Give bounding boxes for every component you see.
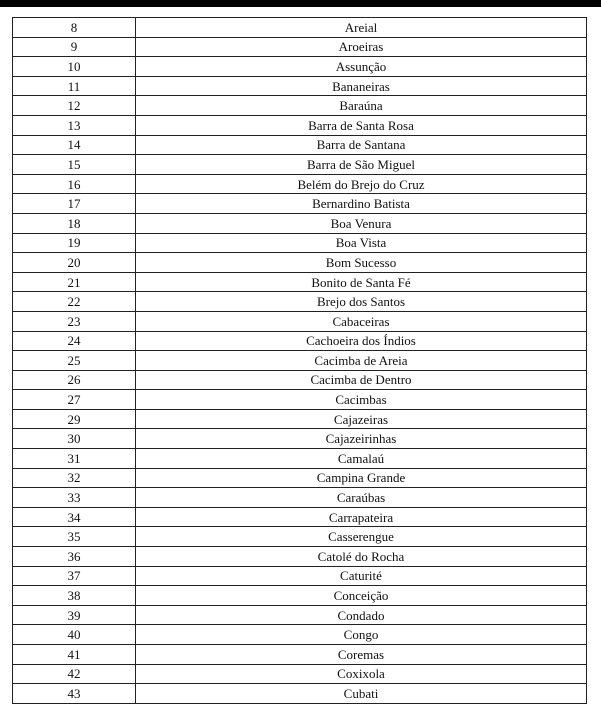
- municipality-name-cell: Casserengue: [136, 527, 587, 547]
- row-number-cell: 21: [13, 272, 136, 292]
- municipality-name-cell: Catolé do Rocha: [136, 547, 587, 567]
- municipality-name-cell: Brejo dos Santos: [136, 292, 587, 312]
- row-number-cell: 14: [13, 135, 136, 155]
- row-number-cell: 11: [13, 76, 136, 96]
- municipality-name-cell: Barra de São Miguel: [136, 155, 587, 175]
- table-row: [13, 272, 587, 292]
- row-number-cell: 18: [13, 213, 136, 233]
- row-number-cell: 41: [13, 645, 136, 665]
- row-number-cell: 42: [13, 664, 136, 684]
- table-row: [13, 292, 587, 312]
- municipality-name-cell: Caraúbas: [136, 488, 587, 508]
- municipality-name-cell: Areial: [136, 18, 587, 38]
- row-number-cell: 23: [13, 311, 136, 331]
- municipality-name-cell: Bonito de Santa Fé: [136, 272, 587, 292]
- municipality-name-cell: Bom Sucesso: [136, 253, 587, 273]
- row-number-cell: 27: [13, 390, 136, 410]
- table-row: [13, 76, 587, 96]
- table-row: [13, 409, 587, 429]
- table-row: [13, 547, 587, 567]
- table-row: [13, 664, 587, 684]
- row-number-cell: 13: [13, 115, 136, 135]
- municipality-name-cell: Caturité: [136, 566, 587, 586]
- municipality-name-cell: Boa Venura: [136, 213, 587, 233]
- row-number-cell: 39: [13, 605, 136, 625]
- table-row: [13, 331, 587, 351]
- row-number-cell: 12: [13, 96, 136, 116]
- table-row: [13, 174, 587, 194]
- table-row: [13, 233, 587, 253]
- row-number-cell: 17: [13, 194, 136, 214]
- table-row: [13, 586, 587, 606]
- row-number-cell: 24: [13, 331, 136, 351]
- table-row: [13, 37, 587, 57]
- municipality-name-cell: Congo: [136, 625, 587, 645]
- row-number-cell: 30: [13, 429, 136, 449]
- row-number-cell: 16: [13, 174, 136, 194]
- table-row: [13, 429, 587, 449]
- table-row: [13, 155, 587, 175]
- table-row: [13, 115, 587, 135]
- row-number-cell: 38: [13, 586, 136, 606]
- municipality-name-cell: Cacimba de Dentro: [136, 370, 587, 390]
- table-body: [13, 18, 587, 704]
- table-row: [13, 449, 587, 469]
- municipality-name-cell: Belém do Brejo do Cruz: [136, 174, 587, 194]
- municipality-name-cell: Carrapateira: [136, 507, 587, 527]
- table-row: [13, 645, 587, 665]
- municipality-name-cell: Cacimbas: [136, 390, 587, 410]
- row-number-cell: 22: [13, 292, 136, 312]
- table-row: [13, 605, 587, 625]
- row-number-cell: 8: [13, 18, 136, 38]
- municipality-name-cell: Cachoeira dos Índios: [136, 331, 587, 351]
- municipality-name-cell: Baraúna: [136, 96, 587, 116]
- row-number-cell: 35: [13, 527, 136, 547]
- municipality-table: [12, 17, 587, 704]
- table-row: [13, 96, 587, 116]
- municipality-name-cell: Coremas: [136, 645, 587, 665]
- municipality-name-cell: Aroeiras: [136, 37, 587, 57]
- row-number-cell: 31: [13, 449, 136, 469]
- row-number-cell: 9: [13, 37, 136, 57]
- row-number-cell: 34: [13, 507, 136, 527]
- row-number-cell: 26: [13, 370, 136, 390]
- municipality-name-cell: Cacimba de Areia: [136, 351, 587, 371]
- municipality-name-cell: Bernardino Batista: [136, 194, 587, 214]
- table-row: [13, 194, 587, 214]
- table-row: [13, 488, 587, 508]
- table-row: [13, 527, 587, 547]
- municipality-name-cell: Cajazeirinhas: [136, 429, 587, 449]
- table-row: [13, 351, 587, 371]
- row-number-cell: 25: [13, 351, 136, 371]
- municipality-name-cell: Coxixola: [136, 664, 587, 684]
- table-row: [13, 213, 587, 233]
- table-row: [13, 507, 587, 527]
- municipality-name-cell: Cabaceiras: [136, 311, 587, 331]
- table-row: [13, 468, 587, 488]
- table-row: [13, 18, 587, 38]
- row-number-cell: 37: [13, 566, 136, 586]
- table-row: [13, 566, 587, 586]
- row-number-cell: 10: [13, 57, 136, 77]
- municipality-name-cell: Cubati: [136, 684, 587, 704]
- row-number-cell: 29: [13, 409, 136, 429]
- municipality-name-cell: Barra de Santana: [136, 135, 587, 155]
- row-number-cell: 32: [13, 468, 136, 488]
- municipality-name-cell: Camalaú: [136, 449, 587, 469]
- table-row: [13, 390, 587, 410]
- row-number-cell: 40: [13, 625, 136, 645]
- municipality-name-cell: Bananeiras: [136, 76, 587, 96]
- table-row: [13, 370, 587, 390]
- row-number-cell: 15: [13, 155, 136, 175]
- row-number-cell: 33: [13, 488, 136, 508]
- top-border-bar: [0, 0, 601, 7]
- table-row: [13, 684, 587, 704]
- table-row: [13, 625, 587, 645]
- row-number-cell: 20: [13, 253, 136, 273]
- municipality-name-cell: Barra de Santa Rosa: [136, 115, 587, 135]
- municipality-name-cell: Campina Grande: [136, 468, 587, 488]
- municipality-name-cell: Condado: [136, 605, 587, 625]
- table-row: [13, 253, 587, 273]
- municipality-name-cell: Assunção: [136, 57, 587, 77]
- row-number-cell: 43: [13, 684, 136, 704]
- table-row: [13, 311, 587, 331]
- table-row: [13, 57, 587, 77]
- table-row: [13, 135, 587, 155]
- row-number-cell: 19: [13, 233, 136, 253]
- municipality-name-cell: Boa Vista: [136, 233, 587, 253]
- municipality-name-cell: Cajazeiras: [136, 409, 587, 429]
- row-number-cell: 36: [13, 547, 136, 567]
- municipality-name-cell: Conceição: [136, 586, 587, 606]
